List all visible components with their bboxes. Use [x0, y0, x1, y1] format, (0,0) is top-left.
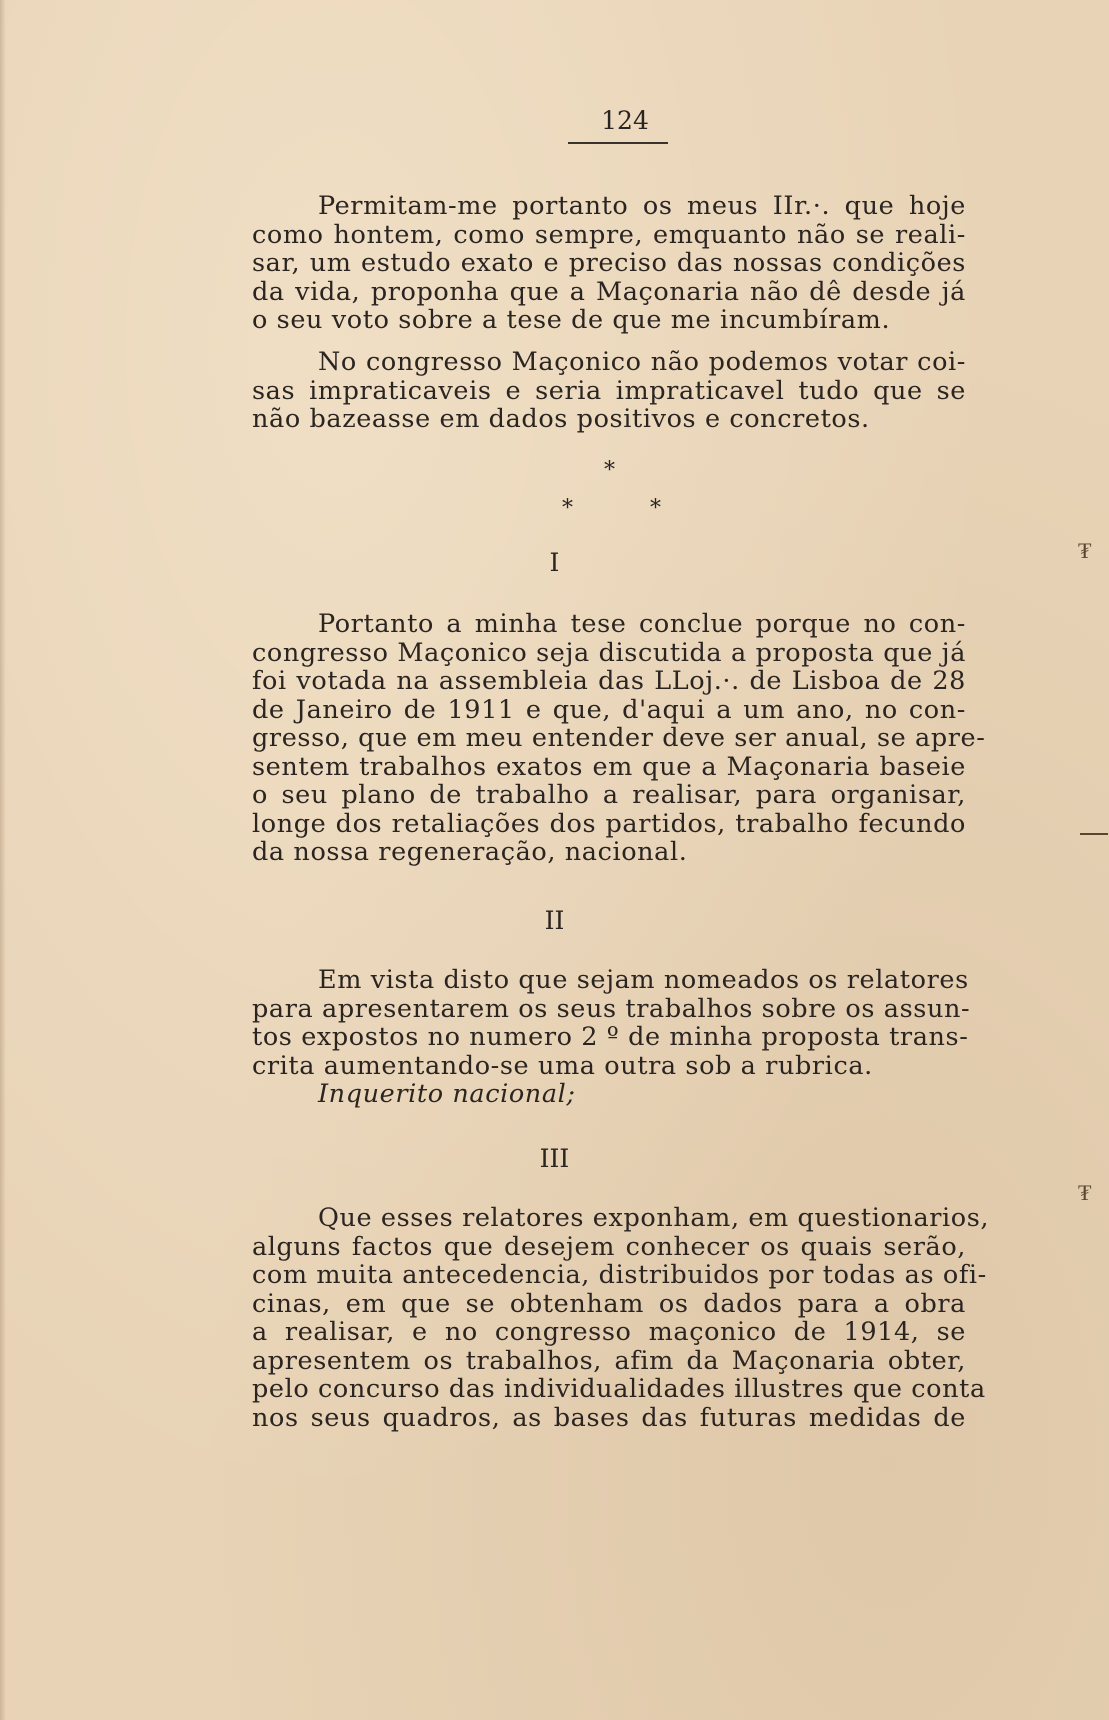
page-binding-shadow [0, 0, 6, 1720]
text-line: como hontem, como sempre, emquanto não se reali- [252, 219, 966, 250]
text-line: Portanto a minha tese conclue porque no con- [318, 609, 966, 639]
section-III-text [252, 1203, 990, 1433]
text-line: com muita antecedencia, distribuidos por todas as ofi- [252, 1260, 987, 1290]
edge-mark-icon: ₮ [1078, 1181, 1092, 1206]
text-line: para apresentarem os seus trabalhos sobre os assun- [252, 993, 971, 1024]
text-line: No congresso Maçonico não podemos votar coi- [318, 347, 966, 377]
text-line: não bazeasse em dados positivos e concretos. [252, 404, 870, 434]
section-heading-I: I [549, 548, 560, 577]
text-line: Permitam-me portanto os meus IIr.·. que hoje [318, 191, 966, 221]
edge-mark-icon: ₮ [1078, 539, 1092, 564]
text-line: gresso, que em meu entender deve ser anual, se apre- [252, 723, 986, 753]
asterism-star: * [604, 458, 615, 483]
text-line: alguns factos que desejem conhecer os quais serão, [252, 1231, 966, 1262]
text-line: sas impraticaveis e seria impraticavel tudo que se [252, 375, 966, 406]
section-heading-III: III [539, 1144, 570, 1173]
text-line: de Janeiro de 1911 e que, d'aqui a um ano, no con- [252, 694, 966, 725]
section-heading-II: II [544, 906, 565, 935]
text-line: longe dos retaliações dos partidos, trabalho fecundo [252, 808, 966, 839]
text-line: cinas, em que se obtenham os dados para a obra [252, 1288, 966, 1319]
paragraph-2 [252, 348, 966, 434]
text-line: da nossa regeneração, nacional. [252, 837, 688, 867]
text-line: sentem trabalhos exatos em que a Maçonaria baseie [252, 751, 966, 782]
text-line: nos seus quadros, as bases das futuras medidas de [252, 1402, 966, 1433]
asterism-star: * [650, 496, 661, 521]
paragraph-1 [252, 192, 966, 335]
text-line: sar, um estudo exato e preciso das nossas condições [252, 248, 966, 278]
section-I-text [252, 609, 986, 867]
edge-line-mark [1080, 833, 1108, 835]
text-line: congresso Maçonico seja discutida a proposta que já [252, 637, 966, 668]
page-number: 124 [601, 106, 649, 135]
text-line: tos expostos no numero 2 º de minha proposta trans- [252, 1022, 969, 1052]
text-line: o seu voto sobre a tese de que me incumbíram. [252, 305, 891, 335]
asterism-star: * [562, 496, 573, 521]
section-II-text [252, 965, 971, 1109]
italic-rubric: Inquerito nacional; [318, 1079, 576, 1109]
text-line: da vida, proponha que a Maçonaria não dê desde já [252, 276, 966, 307]
text-line: o seu plano de trabalho a realisar, para organisar, [252, 780, 966, 810]
text-line: a realisar, e no congresso maçonico de 1914, se [252, 1317, 966, 1347]
text-line: Que esses relatores exponham, em questionarios, [318, 1203, 990, 1233]
text-line: foi votada na assembleia das LLoj.·. de Lisboa de 28 [252, 666, 966, 696]
text-line: crita aumentando-se uma outra sob a rubrica. [252, 1050, 873, 1081]
text-line: pelo concurso das individualidades illustres que conta [252, 1374, 986, 1404]
text-line: Em vista disto que sejam nomeados os relatores [318, 965, 969, 995]
text-line: apresentem os trabalhos, afim da Maçonaria obter, [252, 1345, 966, 1376]
page-number-underline [568, 142, 668, 144]
